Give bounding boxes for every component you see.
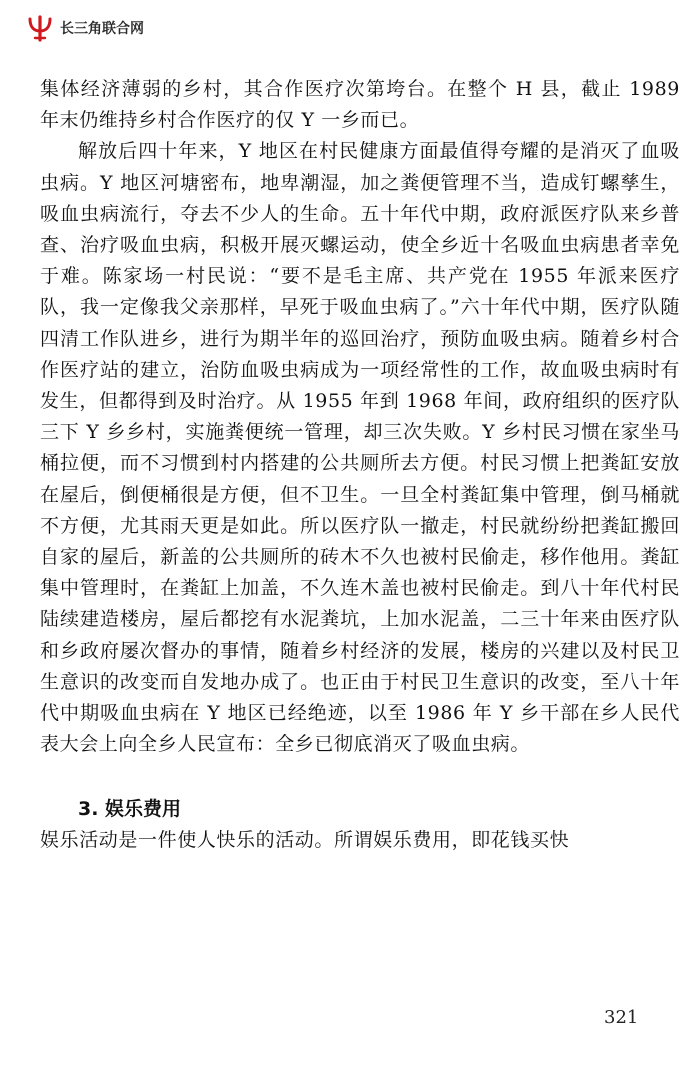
page-number: 321 xyxy=(604,1007,639,1028)
trident-logo-icon xyxy=(26,14,54,42)
paragraph-2: 解放后四十年来，Y 地区在村民健康方面最值得夸耀的是消灭了血吸虫病。Y 地区河塘密布，地卑潮湿，加之粪便管理不当，造成钉螺孳生，吸血虫病流行，夺去不少人的生命。五十年代中期，政府派医疗队来乡普查、治疗吸血虫病，积极开展灭螺运动，使全乡近十名吸血虫病患者幸免于难。陈家场一村民说：“要不是毛主席、共产党在 1955 年派来医疗队，我一定像我父亲那样，早死于吸血虫病了。”六十年代中期，医疗队随四清工作队进乡，进行为期半年的巡回治疗，预防血吸虫病。随着乡村合作医疗站的建立，治防血吸虫病成为一项经常性的工作，故血吸虫病时有发生，但都得到及时治疗。从 1955 年到 1968 年间，政府组织的医疗队三下 Y 乡乡村，实施粪便统一管理，却三次失败。Y 乡村民习惯在家坐马桶拉便，而不习惯到村内搭建的公共厕所去方便。村民习惯上把粪缸安放在屋后，倒便桶很是方便，但不卫生。一旦全村粪缸集中管理，倒马桶就不方便，尤其雨天更是如此。所以医疗队一撤走，村民就纷纷把粪缸搬回自家的屋后，新盖的公共厕所的砖木不久也被村民偷走，移作他用。粪缸集中管理时，在粪缸上加盖，不久连木盖也被村民偷走。到八十年代村民陆续建造楼房，屋后都挖有水泥粪坑，上加水泥盖，二三十年来由医疗队和乡政府屡次督办的事情，随着乡村经济的发展，楼房的兴建以及村民卫生意识的改变而自发地办成了。也正由于村民卫生意识的改变，至八十年代中期吸血虫病在 Y 地区已经绝迹，以至 1986 年 Y 乡干部在乡人民代表大会上向全乡人民宣布：全乡已彻底消灭了吸血虫病。 xyxy=(40,140,680,756)
page-header xyxy=(26,14,144,42)
section-heading: 3. 娱乐费用 xyxy=(78,798,182,821)
paragraph-3: 娱乐活动是一件使人快乐的活动。所谓娱乐费用，即花钱买快 xyxy=(40,829,570,852)
paragraph-1: 集体经济薄弱的乡村，其合作医疗次第垮台。在整个 H 县，截止 1989 年末仍维持乡村合作医疗的仅 Y 一乡而已。 xyxy=(40,78,680,132)
site-title: 长三角联合网 xyxy=(60,21,144,37)
page-body xyxy=(40,74,680,857)
